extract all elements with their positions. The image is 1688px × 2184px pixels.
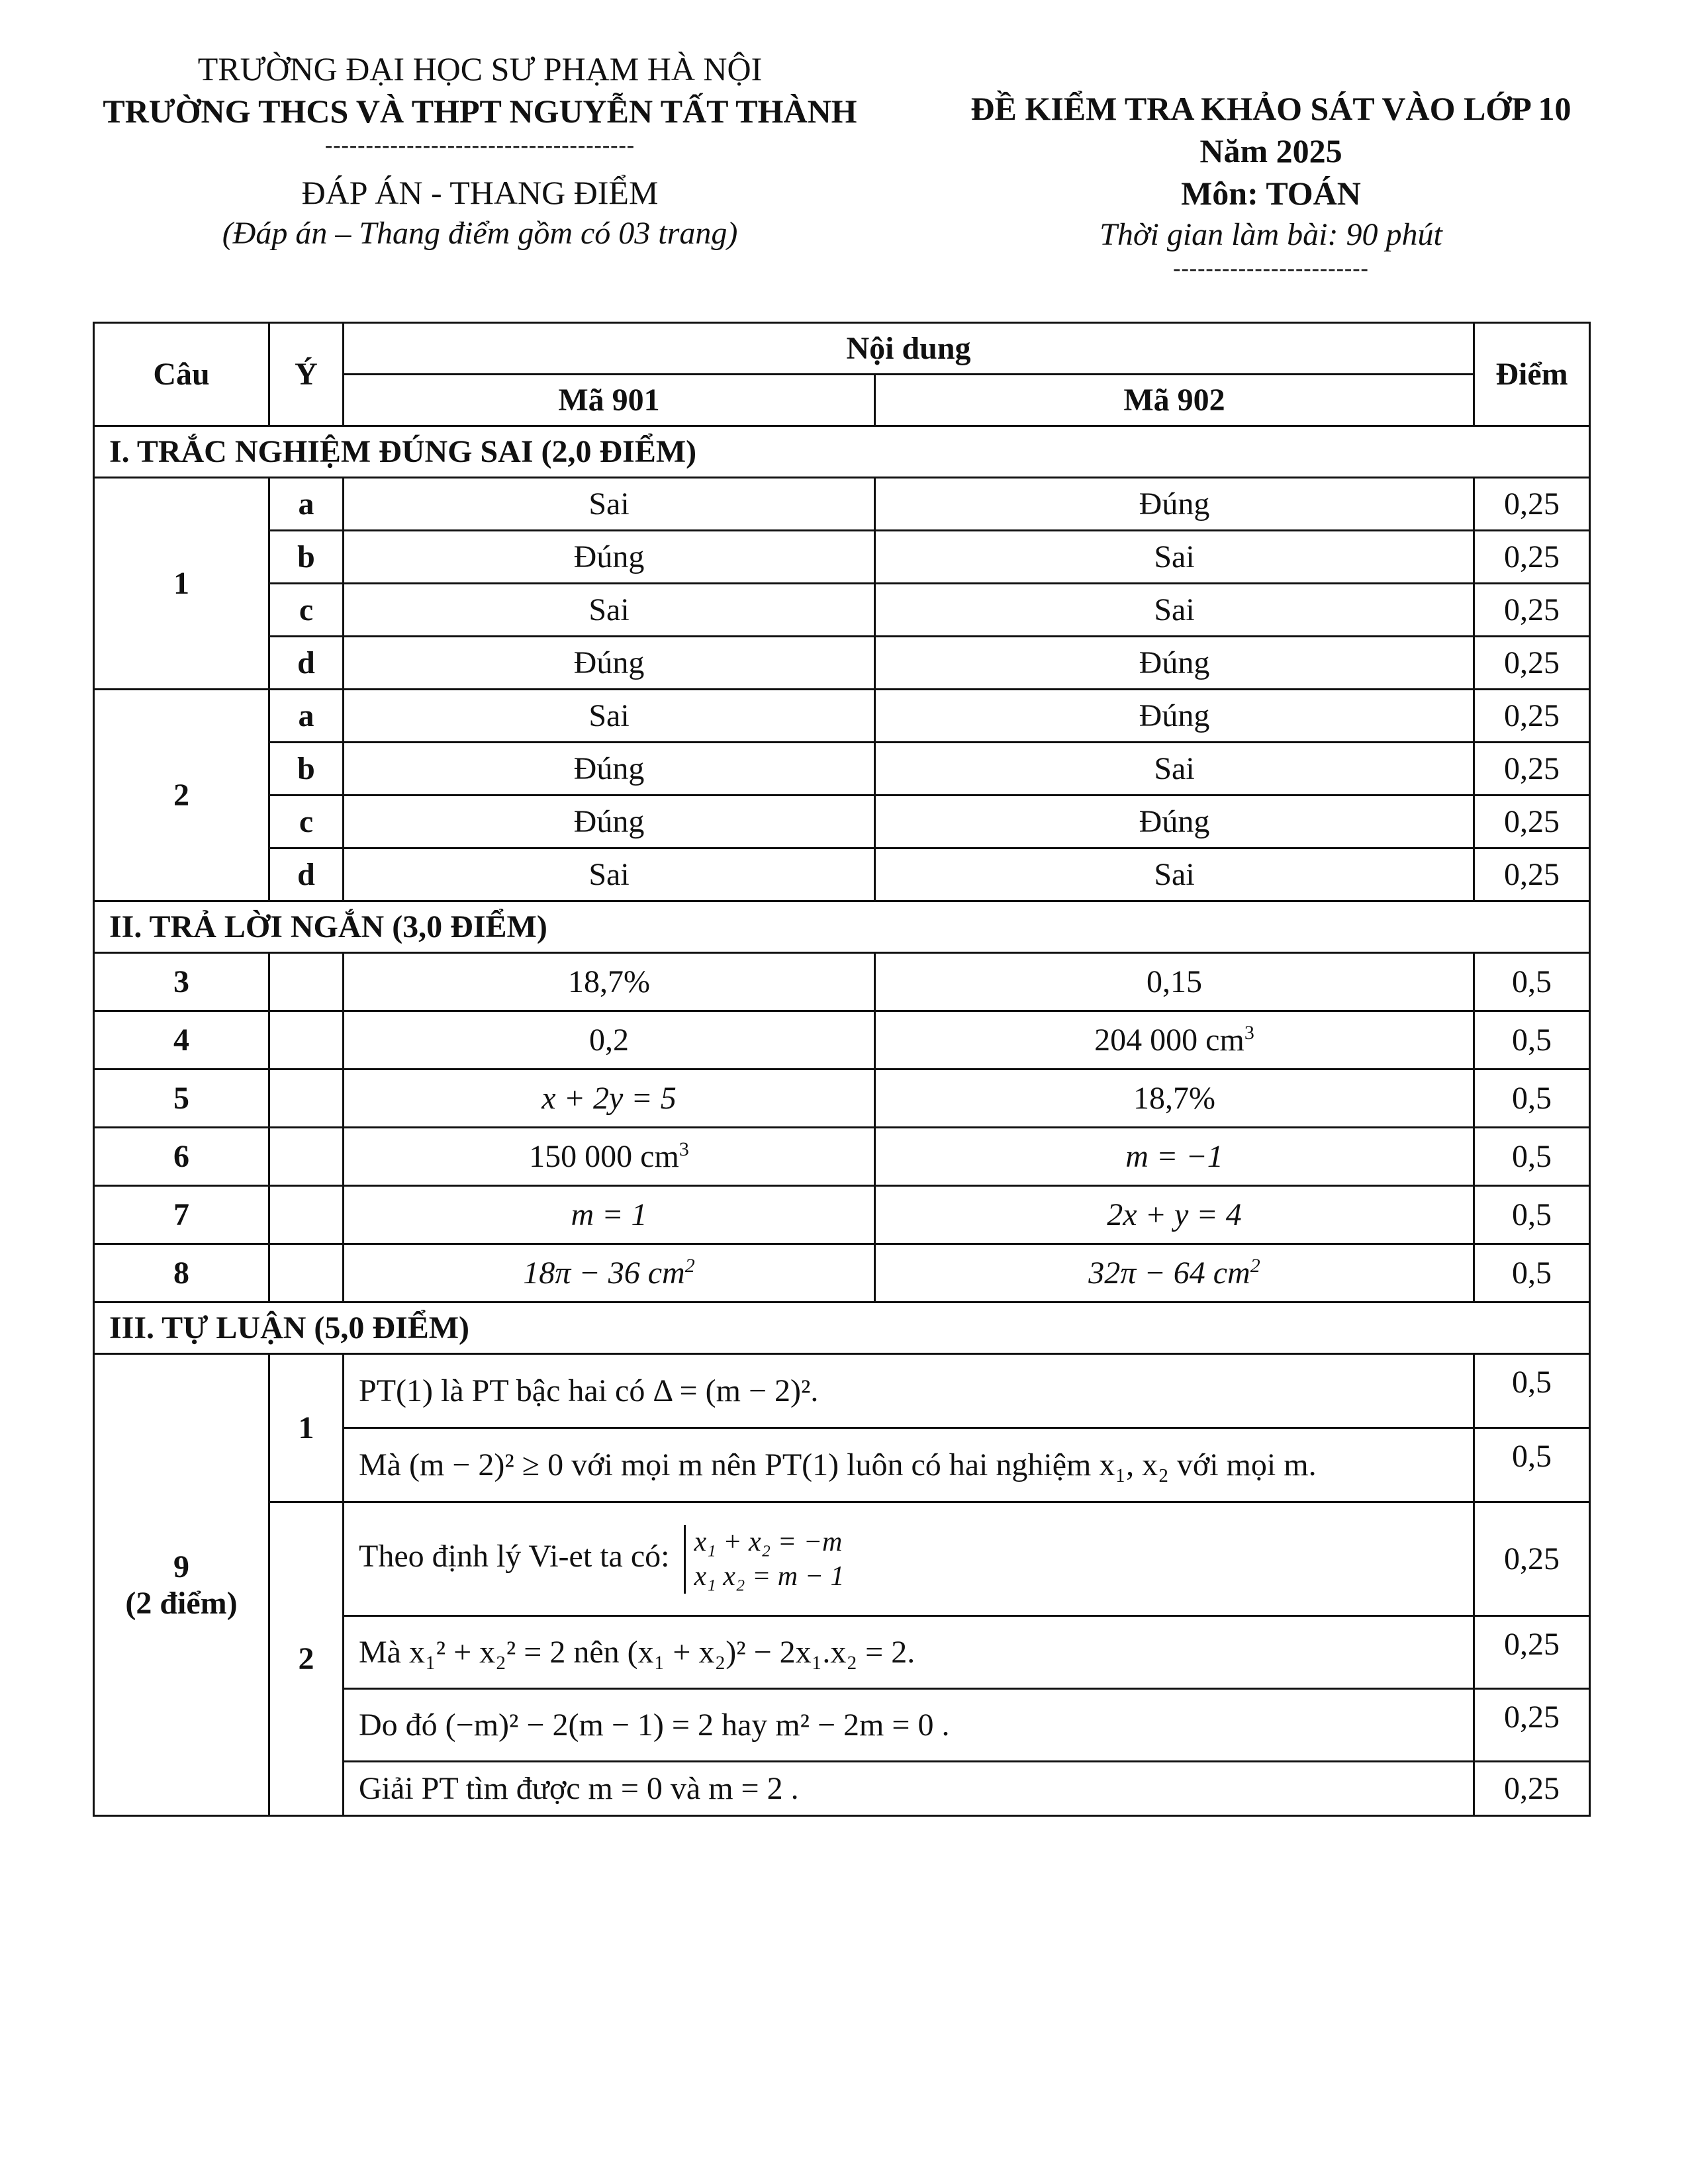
solution-line: Giải PT tìm được m = 0 và m = 2 . [344, 1762, 1474, 1816]
answer-901: Sai [344, 584, 875, 637]
item-letter: a [269, 478, 344, 531]
exam-duration: Thời gian làm bài: 90 phút [1100, 217, 1442, 252]
superscript: 3 [1244, 1022, 1254, 1044]
points: 0,25 [1474, 1762, 1590, 1816]
answer-901: Sai [344, 690, 875, 743]
empty-cell [269, 1011, 344, 1069]
points: 0,5 [1474, 1128, 1590, 1186]
exam-year: Năm 2025 [1199, 132, 1342, 169]
points: 0,25 [1474, 690, 1590, 743]
solution-line: Do đó (−m)² − 2(m − 1) = 2 hay m² − 2m = 0 . [344, 1689, 1474, 1762]
answer-902: 2x + y = 4 [875, 1186, 1474, 1244]
section-title: I. TRẮC NGHIỆM ĐÚNG SAI (2,0 ĐIỂM) [94, 426, 1590, 478]
answer-note: (Đáp án – Thang điểm gồm có 03 trang) [222, 216, 738, 251]
header-cau: Câu [94, 323, 269, 426]
superscript: 3 [679, 1138, 689, 1160]
answer-902: Đúng [875, 478, 1474, 531]
answer-901 [344, 1244, 875, 1302]
points: 0,25 [1474, 796, 1590, 848]
university-name: TRƯỜNG ĐẠI HỌC SƯ PHẠM HÀ NỘI [197, 50, 763, 87]
header-ma-901: Mã 901 [344, 375, 875, 426]
question-label: 3 [94, 953, 269, 1011]
points: 0,5 [1474, 1244, 1590, 1302]
header-y: Ý [269, 323, 344, 426]
answer-901: x + 2y = 5 [344, 1069, 875, 1128]
answer-902: Sai [875, 584, 1474, 637]
item-letter: b [269, 531, 344, 584]
answer-901: 0,2 [344, 1011, 875, 1069]
header-diem: Điểm [1474, 323, 1590, 426]
superscript: 2 [684, 1255, 695, 1277]
item-letter: d [269, 848, 344, 901]
divider-left: -------------------------------------- [324, 133, 635, 158]
solution-line: PT(1) là PT bậc hai có Δ = (m − 2)². [344, 1354, 1474, 1428]
points: 0,25 [1474, 743, 1590, 796]
empty-cell [269, 953, 344, 1011]
points: 0,25 [1474, 1689, 1590, 1762]
question-label: 4 [94, 1011, 269, 1069]
answer-901: 18,7% [344, 953, 875, 1011]
answer-902: 0,15 [875, 953, 1474, 1011]
item-letter: c [269, 584, 344, 637]
question-number: 9 [173, 1549, 189, 1584]
school-name: TRƯỜNG THCS VÀ THPT NGUYỄN TẤT THÀNH [103, 93, 857, 130]
vieta-product: x₁ x₂ = m − 1 [694, 1561, 845, 1592]
answer-901: Đúng [344, 531, 875, 584]
header-noi-dung: Nội dung [344, 323, 1474, 375]
points: 0,25 [1474, 1616, 1590, 1689]
part-label: 2 [269, 1502, 344, 1816]
answer-902-text: 32π − 64 cm [1088, 1255, 1250, 1291]
answer-901-text: 18π − 36 cm [523, 1255, 685, 1291]
header-right [900, 87, 1642, 282]
answer-901: m = 1 [344, 1186, 875, 1244]
answer-901: Sai [344, 848, 875, 901]
points: 0,5 [1474, 1186, 1590, 1244]
answer-901: Đúng [344, 796, 875, 848]
item-letter: c [269, 796, 344, 848]
answer-901: Đúng [344, 743, 875, 796]
answer-901: Đúng [344, 637, 875, 690]
item-letter: b [269, 743, 344, 796]
question-points-note: (2 điểm) [125, 1585, 238, 1621]
points: 0,25 [1474, 1502, 1590, 1616]
empty-cell [269, 1128, 344, 1186]
item-letter: a [269, 690, 344, 743]
answer-902: Sai [875, 848, 1474, 901]
superscript: 2 [1250, 1255, 1260, 1277]
question-label: 2 [94, 690, 269, 901]
answer-902 [875, 1011, 1474, 1069]
question-label: 7 [94, 1186, 269, 1244]
section-title: II. TRẢ LỜI NGẮN (3,0 ĐIỂM) [94, 901, 1590, 953]
vieta-sum: x₁ + x₂ = −m [694, 1526, 843, 1557]
section-title: III. TỰ LUẬN (5,0 ĐIỂM) [94, 1302, 1590, 1354]
part-label: 1 [269, 1354, 344, 1502]
vieta-system [684, 1525, 844, 1594]
answer-902: Đúng [875, 637, 1474, 690]
answer-902 [875, 1244, 1474, 1302]
answer-title: ĐÁP ÁN - THANG ĐIỂM [301, 174, 659, 211]
answer-902: Sai [875, 531, 1474, 584]
answer-902: 18,7% [875, 1069, 1474, 1128]
exam-subject: Môn: TOÁN [1181, 175, 1361, 212]
empty-cell [269, 1186, 344, 1244]
answer-901-text: 150 000 cm [529, 1139, 679, 1174]
question-label [94, 1354, 269, 1816]
empty-cell [269, 1244, 344, 1302]
header-left [73, 48, 887, 254]
question-label: 8 [94, 1244, 269, 1302]
answer-901 [344, 1128, 875, 1186]
answer-902: Đúng [875, 690, 1474, 743]
empty-cell [269, 1069, 344, 1128]
answer-902: Sai [875, 743, 1474, 796]
answer-901: Sai [344, 478, 875, 531]
item-letter: d [269, 637, 344, 690]
answer-902: m = −1 [875, 1128, 1474, 1186]
divider-right: ------------------------ [1173, 256, 1369, 281]
points: 0,25 [1474, 478, 1590, 531]
solution-line: Mà x₁² + x₂² = 2 nên (x₁ + x₂)² − 2x₁.x₂ = 2. [344, 1616, 1474, 1689]
points: 0,5 [1474, 1011, 1590, 1069]
answer-table [93, 322, 1591, 1817]
solution-line: Mà (m − 2)² ≥ 0 với mọi m nên PT(1) luôn có hai nghiệm x₁, x₂ với mọi m. [344, 1428, 1474, 1502]
question-label: 1 [94, 478, 269, 690]
points: 0,25 [1474, 637, 1590, 690]
points: 0,5 [1474, 953, 1590, 1011]
points: 0,5 [1474, 1354, 1590, 1428]
answer-902-text: 204 000 cm [1094, 1023, 1244, 1058]
points: 0,25 [1474, 584, 1590, 637]
header-ma-902: Mã 902 [875, 375, 1474, 426]
answer-902: Đúng [875, 796, 1474, 848]
vieta-intro: Theo định lý Vi-et ta có: [359, 1538, 670, 1574]
points: 0,25 [1474, 848, 1590, 901]
points: 0,5 [1474, 1069, 1590, 1128]
points: 0,25 [1474, 531, 1590, 584]
exam-title: ĐỀ KIỂM TRA KHẢO SÁT VÀO LỚP 10 [970, 90, 1571, 127]
points: 0,5 [1474, 1428, 1590, 1502]
vieta-line [344, 1502, 1474, 1616]
question-label: 5 [94, 1069, 269, 1128]
question-label: 6 [94, 1128, 269, 1186]
